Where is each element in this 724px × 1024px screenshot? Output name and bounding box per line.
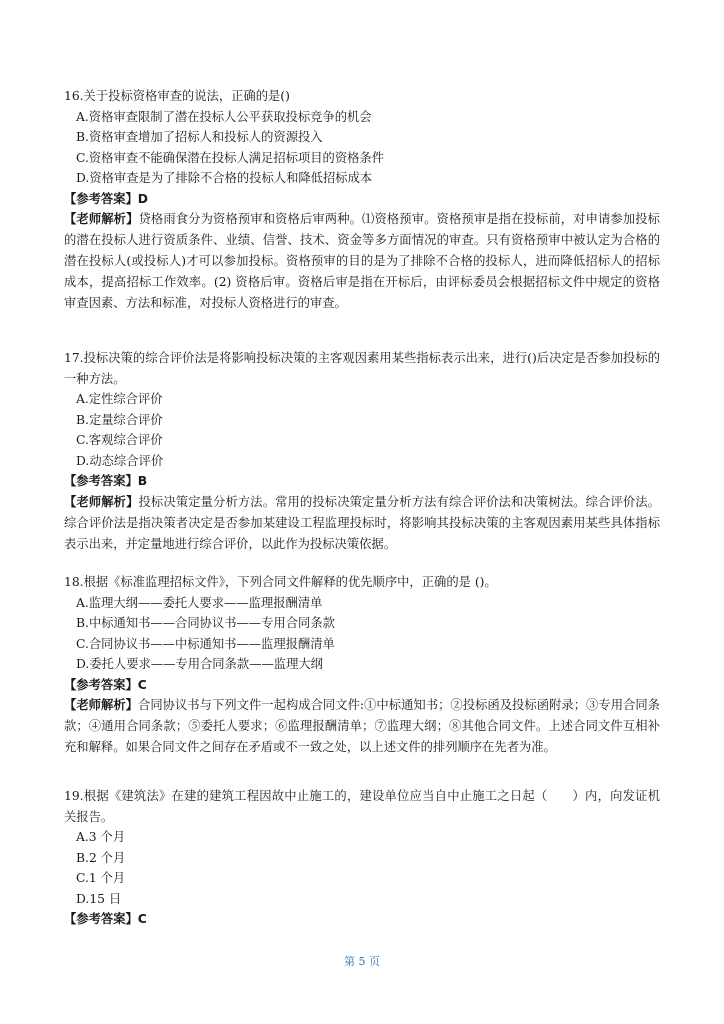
question-16 xyxy=(64,86,660,314)
explanation xyxy=(64,695,660,758)
answer-value: C xyxy=(137,677,147,692)
question-18 xyxy=(64,572,660,758)
answer-label: 【参考答案】 xyxy=(64,474,138,488)
page-number: 第 5 页 xyxy=(344,955,380,968)
question-19 xyxy=(64,786,660,930)
question-stem: 16.关于投标资格审查的说法，正确的是() xyxy=(64,89,290,103)
option-d: D.15 日 xyxy=(76,891,122,906)
explanation xyxy=(64,492,660,555)
answer-label: 【参考答案】 xyxy=(64,191,138,206)
option-d: D.资格审查是为了排除不合格的投标人和降低招标成本 xyxy=(76,171,373,185)
option-b: B.定量综合评价 xyxy=(76,412,163,427)
answer-label: 【参考答案】 xyxy=(64,677,138,692)
option-c: C.1 个月 xyxy=(76,871,126,885)
answer-line xyxy=(64,675,660,696)
question-stem: 17.投标决策的综合评价法是将影响投标决策的主客观因素用某些指标表示出来，进行()后决定是否参加投标的一种方法。 xyxy=(64,351,660,386)
answer-line xyxy=(64,471,660,492)
explanation-text: 合同协议书与下列文件一起构成合同文件:①中标通知书；②投标函及投标函附录；③专用合同条款；④通用合同条款；⑤委托人要求；⑥监理报酬清单；⑦监理大纲；⑧其他合同文件。上述合同文件互相补充和解释。如果合同文件之间存在矛盾或不一致之处，以上述文件的排列顺序在先者为准。 xyxy=(64,698,660,754)
answer-line xyxy=(64,909,660,930)
option-b: B.资格审查增加了招标人和投标人的资源投入 xyxy=(76,130,323,144)
answer-value: C xyxy=(137,912,147,926)
answer-value: B xyxy=(137,474,148,488)
option-a: A.资格审查限制了潜在投标人公平获取投标竞争的机会 xyxy=(76,109,372,124)
explanation-label: 【老师解析】 xyxy=(64,212,139,226)
option-b: B.中标通知书——合同协议书——专用合同条款 xyxy=(76,616,335,630)
option-a: A.3 个月 xyxy=(76,830,126,844)
option-c: C.客观综合评价 xyxy=(76,433,163,447)
option-b: B.2 个月 xyxy=(76,850,126,865)
option-a: A.定性综合评价 xyxy=(76,392,163,406)
option-c: C.合同协议书——中标通知书——监理报酬清单 xyxy=(76,636,335,651)
answer-line xyxy=(64,189,660,210)
explanation-label: 【老师解析】 xyxy=(64,698,138,712)
question-17 xyxy=(64,348,660,555)
explanation-text: 投标决策定量分析方法。常用的投标决策定量分析方法有综合评价法和决策树法。综合评价法。综合评价法是指决策者决定是否参加某建设工程监理投标时，将影响其投标决策的主客观因素用某些具体指标表示出来，并定量地进行综合评价，以此作为投标决策依据。 xyxy=(64,494,660,551)
option-d: D.动态综合评价 xyxy=(76,453,164,468)
explanation xyxy=(64,209,660,314)
option-a: A.监理大纲——委托人要求——监理报酬清单 xyxy=(76,595,323,610)
explanation-label: 【老师解析】 xyxy=(64,494,139,509)
answer-value: D xyxy=(137,191,149,206)
question-stem: 19.根据《建筑法》在建的建筑工程因故中止施工的，建设单位应当自中止施工之日起（ ）内，向发证机关报告。 xyxy=(64,789,660,824)
option-d: D.委托人要求——专用合同条款——监理大纲 xyxy=(76,657,323,671)
option-c: C.资格审查不能确保潜在投标人满足招标项目的资格条件 xyxy=(76,150,385,165)
question-stem: 18.根据《标准监理招标文件》，下列合同文件解释的优先顺序中，正确的是 ()。 xyxy=(64,575,497,589)
answer-label: 【参考答案】 xyxy=(64,912,138,926)
explanation-text: 贷格雨食分为资格预审和资格后审两种。⑴资格预审。资格预审是指在投标前，对申请参加投标的潜在投标人进行资质条件、业绩、信誉、技术、资金等多方面情况的审查。只有资格预审中被认定为合格的潜在投标人(或投标人)才可以参加投标。资格预审的目的是为了排除不合格的投标人，进而降低招标人的招标成本，提高招标工作效率。(2) 资格后审。资格后审是指在开标后，由评标委员会根据招标文件中规定的资格审查因素、方法和标准，对投标人资格进行的审查。 xyxy=(64,212,660,310)
